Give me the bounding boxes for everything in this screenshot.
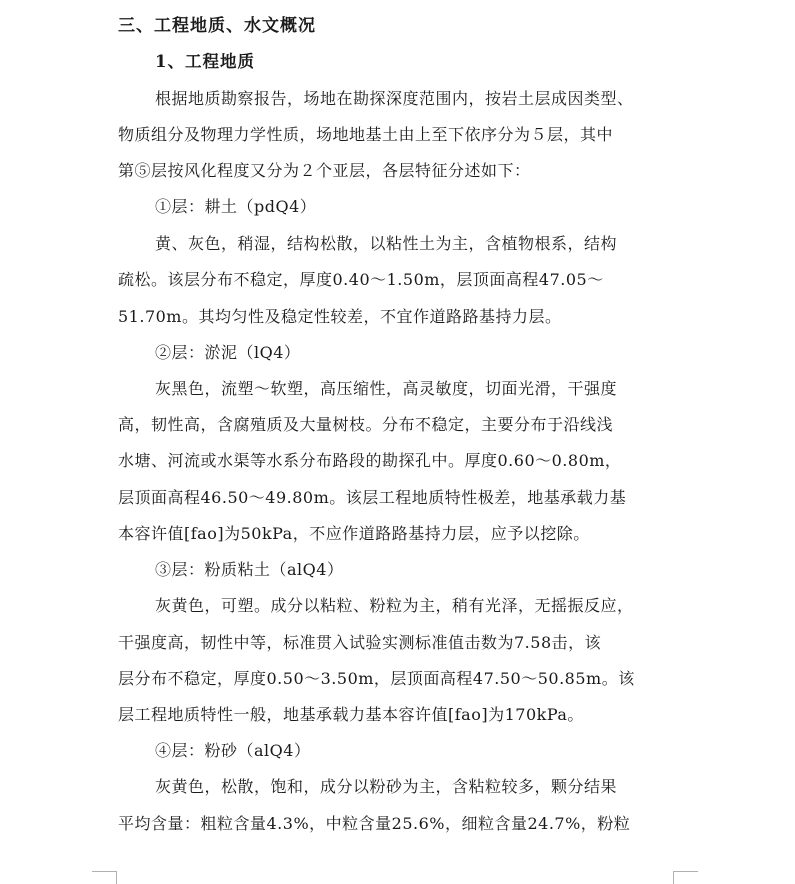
layer-1-title: ①层：耕土（pdQ4）	[155, 197, 317, 216]
subsection-heading: 1、工程地质	[155, 52, 255, 71]
layer-3-text: 干强度高，韧性中等，标准贯入试验实测标准值击数为7.58击，该	[118, 633, 602, 652]
layer-4-text: 平均含量：粗粒含量4.3%，中粒含量25.6%，细粒含量24.7%，粉粒	[118, 814, 631, 833]
intro-line: 物质组分及物理力学性质，场地地基土由上至下依序分为５层，其中	[118, 125, 614, 144]
layer-3-text: 层分布不稳定，厚度0.50～3.50m，层顶面高程47.50～50.85m。该	[118, 669, 635, 688]
layer-2-text: 水塘、河流或水渠等水系分布路段的勘探孔中。厚度0.60～0.80m，	[118, 451, 622, 470]
intro-line: 第⑤层按风化程度又分为２个亚层，各层特征分述如下：	[118, 161, 531, 180]
layer-2-text: 层顶面高程46.50～49.80m。该层工程地质特性极差，地基承载力基	[118, 488, 627, 507]
layer-2-title: ②层：淤泥（lQ4）	[155, 343, 301, 362]
section-heading: 三、工程地质、水文概况	[118, 16, 316, 36]
page-corner-mark-left	[92, 871, 117, 884]
layer-2-text: 高，韧性高，含腐殖质及大量树枝。分布不稳定，主要分布于沿线浅	[118, 415, 614, 434]
layer-4-text: 灰黄色，松散，饱和，成分以粉砂为主，含粘粒较多，颗分结果	[155, 777, 618, 796]
intro-line: 根据地质勘察报告，场地在勘探深度范围内，按岩土层成因类型、	[155, 89, 634, 108]
page-corner-mark-right	[673, 871, 698, 884]
layer-2-text: 灰黑色，流塑～软塑，高压缩性，高灵敏度，切面光滑，干强度	[155, 379, 618, 398]
layer-1-text: 疏松。该层分布不稳定，厚度0.40～1.50m，层顶面高程47.05～	[118, 270, 604, 289]
layer-3-title: ③层：粉质粘土（alQ4）	[155, 560, 344, 579]
layer-1-text: 黄、灰色，稍湿，结构松散，以粘性土为主，含植物根系，结构	[155, 234, 618, 253]
layer-3-text: 灰黄色，可塑。成分以粘粒、粉粒为主，稍有光泽，无摇振反应，	[155, 596, 634, 615]
layer-1-text: 51.70m。其均匀性及稳定性较差，不宜作道路路基持力层。	[118, 307, 562, 326]
layer-2-text: 本容许值[fao]为50kPa，不应作道路路基持力层，应予以挖除。	[118, 524, 590, 543]
layer-3-text: 层工程地质特性一般，地基承载力基本容许值[fao]为170kPa。	[118, 705, 584, 724]
layer-4-title: ④层：粉砂（alQ4）	[155, 741, 311, 760]
